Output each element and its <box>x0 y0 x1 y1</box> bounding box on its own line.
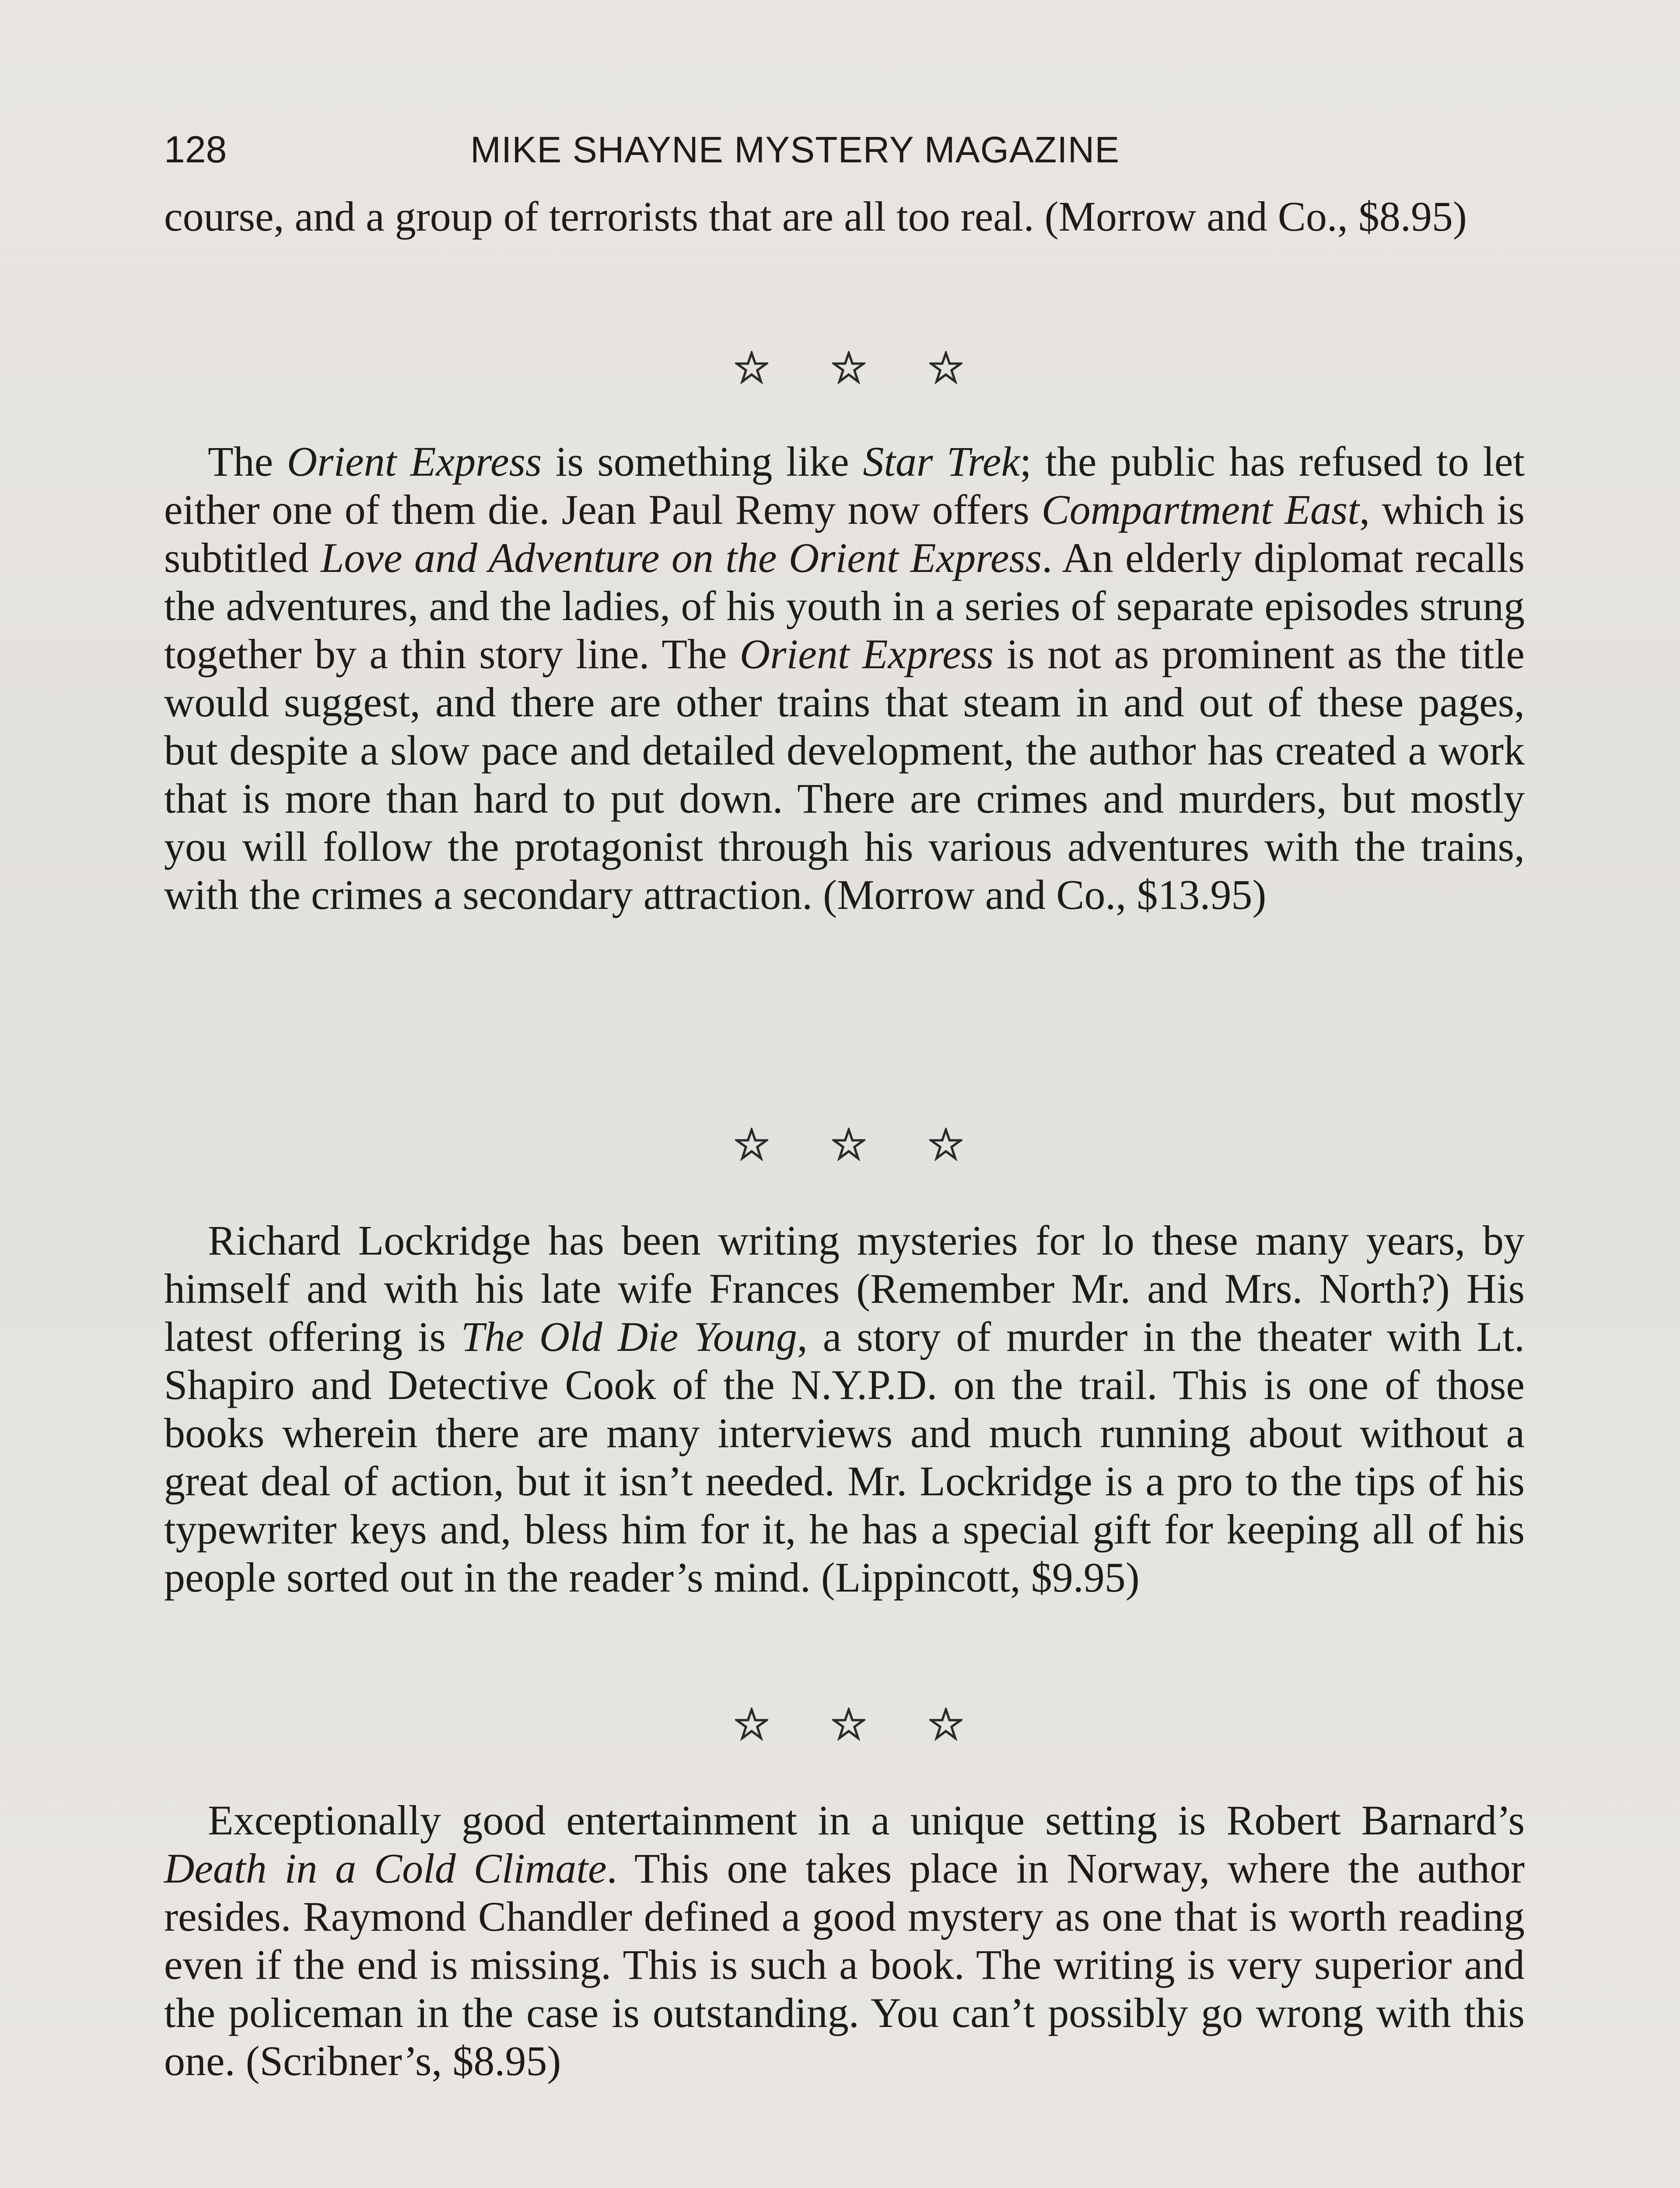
star-icon <box>929 351 962 384</box>
book-title: Orient Express <box>739 631 994 677</box>
star-icon <box>929 1708 962 1741</box>
page-header <box>164 123 1542 176</box>
review-death-cold-climate <box>164 1796 1525 2085</box>
star-icon <box>832 351 865 384</box>
section-separator <box>735 1120 962 1168</box>
section-separator <box>735 344 962 392</box>
book-title: Death in a Cold Climate <box>164 1845 607 1892</box>
paragraph-text: The Orient Express is something like Star Trek; the public has refused to let either one of them die. Jean Paul Remy now offers Compartment East, which is subtitled Love and Adventure on the Orient Express. An elderly diplomat recalls the adventures, and the ladies, of his youth in a series of separate episodes strung together by a thin story line. The Orient Express is not as prominent as the title would suggest, and there are other trains that steam in and out of these pages, but despite a slow pace and detailed development, the author has created a work that is more than hard to put down. There are crimes and murders, but mostly you will follow the protagonist through his various adventures with the trains, with the crimes a secondary attraction. (Morrow and Co., $13.95) <box>164 438 1525 918</box>
star-icon <box>735 1128 768 1161</box>
book-title: Love and Adventure on the Orient Express <box>321 534 1042 581</box>
running-head: MIKE SHAYNE MYSTERY MAGAZINE <box>470 129 1120 170</box>
paragraph-text: course, and a group of terrorists that are all too real. (Morrow and Co., $8.95) <box>164 193 1467 240</box>
star-icon <box>832 1128 865 1161</box>
review-compartment-east <box>164 438 1525 919</box>
star-icon <box>735 1708 768 1741</box>
paragraph-text: Richard Lockridge has been writing mysteries for lo these many years, by himself and with his late wife Frances (Remember Mr. and Mrs. North?) His latest offering is The Old Die Young, a story of murder in the theater with Lt. Shapiro and Detective Cook of the N.Y.P.D. on the trail. This is one of those books wherein there are many interviews and much running about without a great deal of action, but it isn’t needed. Mr. Lockridge is a pro to the tips of his typewriter keys and, bless him for it, he has a special gift for keeping all of his people sorted out in the reader’s mind. (Lippincott, $9.95) <box>164 1217 1525 1601</box>
book-title: The Old Die Young <box>461 1313 797 1360</box>
star-icon <box>832 1708 865 1741</box>
star-icon <box>929 1128 962 1161</box>
page-number: 128 <box>164 129 227 171</box>
review-old-die-young <box>164 1217 1525 1602</box>
book-title: Orient Express <box>287 438 542 485</box>
paragraph-text: Exceptionally good entertainment in a unique setting is Robert Barnard’s Death in a Cold Climate. This one takes place in Norway, where the author resides. Raymond Chandler defined a good mystery as one that is worth reading even if the end is missing. This is such a book. The writing is very superior and the policeman in the case is outstanding. You can’t possibly go wrong with this one. (Scribner’s, $8.95) <box>164 1797 1525 2084</box>
review-continued-paragraph <box>164 193 1525 241</box>
section-separator <box>735 2181 962 2188</box>
book-title: Star Trek <box>863 438 1020 485</box>
book-title: Compartment East <box>1041 486 1359 533</box>
star-icon <box>735 351 768 384</box>
section-separator <box>735 1700 962 1748</box>
